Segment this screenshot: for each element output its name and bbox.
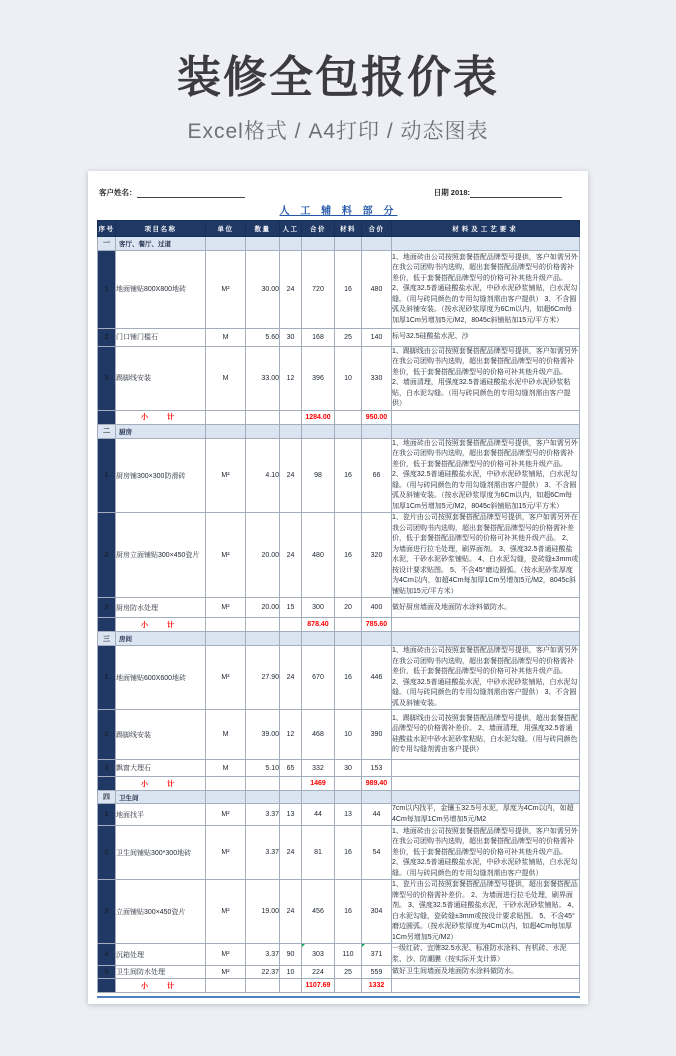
empty-cell <box>280 424 302 438</box>
item-name-cell: 厨房防水处理 <box>116 598 206 618</box>
empty-cell <box>206 236 246 250</box>
subtotal-no-cell <box>98 777 116 791</box>
subtotal-labor-value: 1284.00 <box>302 410 335 424</box>
row-no-cell: 1 <box>98 646 116 710</box>
material-price-cell: 25 <box>335 966 362 979</box>
section-name: 卫生间 <box>116 791 206 804</box>
material-total-cell: 320 <box>362 513 392 598</box>
subtotal-row <box>98 410 580 424</box>
item-name-cell: 地面铺贴800X800地砖 <box>116 250 206 328</box>
empty-cell <box>206 979 246 993</box>
empty-cell <box>280 618 302 632</box>
table-row <box>98 880 580 944</box>
section-index: 四 <box>98 791 116 804</box>
table-row <box>98 598 580 618</box>
requirements-cell <box>392 760 580 777</box>
table-row <box>98 826 580 880</box>
subtotal-labor-value: 1107.69 <box>302 979 335 993</box>
table-row <box>98 966 580 979</box>
item-name-cell: 卫生间铺贴300*300地砖 <box>116 826 206 880</box>
table-row <box>98 944 580 966</box>
requirements-cell: 7cm以内找平，金镶玉32.5号水泥，厚度为4Cm以内，如超4Cm每加厚1Cm另增加5元/M2 <box>392 804 580 826</box>
section-row <box>98 632 580 646</box>
unit-cell: M² <box>206 880 246 944</box>
labor-price-cell: 30 <box>280 328 302 346</box>
col-header-labor-total: 合价 <box>302 220 335 236</box>
qty-cell: 5.10 <box>246 760 280 777</box>
qty-cell: 19.00 <box>246 880 280 944</box>
table-row <box>98 760 580 777</box>
item-name-cell: 地面铺贴600X600地砖 <box>116 646 206 710</box>
unit-cell: M <box>206 328 246 346</box>
item-name-cell: 踢脚线安装 <box>116 346 206 410</box>
labor-total-cell: 332 <box>302 760 335 777</box>
labor-price-cell: 10 <box>280 966 302 979</box>
qty-cell: 3.37 <box>246 944 280 966</box>
date-label: 日期 2018: <box>433 187 470 197</box>
section-name: 房间 <box>116 632 206 646</box>
row-no-cell: 2 <box>98 826 116 880</box>
table-row <box>98 710 580 760</box>
col-header-material-total: 合价 <box>362 220 392 236</box>
empty-cell <box>246 632 280 646</box>
empty-cell <box>206 618 246 632</box>
labor-total-cell: 303 <box>302 944 335 966</box>
unit-cell: M <box>206 346 246 410</box>
col-header-requirements: 材料及工艺要求 <box>392 220 580 236</box>
material-total-cell: 44 <box>362 804 392 826</box>
date-line <box>470 190 562 198</box>
empty-cell <box>280 410 302 424</box>
row-no-cell: 3 <box>98 346 116 410</box>
requirements-cell: 1、地面砖由公司按照套餐搭配品牌型号提供，客户如需另外在我公司团购书内选购，超出套餐搭配品牌型号的价格需补差价，低于套餐搭配品牌型号的价格可补其他升级产品。 2、强度32.5普通硅酸盐水泥，中砂水泥砂浆铺贴，白水泥勾缝。（用与砖同颜色的专用勾缝剂需由客户提供） <box>392 826 580 880</box>
unit-cell: M² <box>206 826 246 880</box>
requirements-cell: 1、瓷片由公司按照套餐搭配品牌型号提供，客户如需另外在我公司团购书内选购，超出套餐搭配品牌型号的价格需补差价，低于套餐搭配品牌型号的价格可补其他升级产品。 2、为墙面进行拉毛处理，刷界面剂。 3、强度32.5普通硅酸盐水泥，干砂水泥砂浆铺贴。 4、白水泥勾缝，瓷砖缝±3mm或按设计要求贴图。 5、不含45°磨边圆弧。（按水泥砂浆厚度为4Cm以内，如超4Cm每加厚1Cm另增加5元/M2，8045c斜铺贴加15元/平方米） <box>392 513 580 598</box>
empty-cell <box>335 979 362 993</box>
empty-cell <box>362 236 392 250</box>
labor-total-cell: 456 <box>302 880 335 944</box>
empty-cell <box>280 632 302 646</box>
empty-cell <box>246 410 280 424</box>
labor-total-cell: 670 <box>302 646 335 710</box>
empty-cell <box>302 236 335 250</box>
unit-cell: M² <box>206 598 246 618</box>
row-no-cell: 1 <box>98 438 116 513</box>
subtotal-label: 小 计 <box>116 979 206 993</box>
subtotal-label: 小 计 <box>116 410 206 424</box>
requirements-cell: 1、踢脚线由公司按照套餐搭配品牌型号提供，超出套餐搭配品牌型号的价格需补差价。 2、墙面清理，用强度32.5普通硅酸盐水泥中砂水泥砂浆粘贴，白水泥勾缝。（用与砖同颜色的专用勾缝剂需由客户提供） <box>392 710 580 760</box>
qty-cell: 20.00 <box>246 598 280 618</box>
labor-price-cell: 90 <box>280 944 302 966</box>
requirements-cell: 1、踢脚线由公司按照套餐搭配品牌型号提供，客户如需另外在我公司团购书内选购，超出套餐搭配品牌型号的价格需补差价，低于套餐搭配品牌型号的价格可补其他升级产品。 2、墙面清理，用强度32.5普通硅酸盐水泥中砂水泥砂浆粘贴，白水泥勾缝。（用与砖同颜色的专用勾缝剂需由客户提供） <box>392 346 580 410</box>
empty-cell <box>246 777 280 791</box>
table-header-row <box>98 220 580 236</box>
qty-cell: 30.00 <box>246 250 280 328</box>
empty-cell <box>246 424 280 438</box>
page-title: 装修全包报价表 <box>177 53 499 102</box>
material-price-cell: 25 <box>335 328 362 346</box>
qty-cell: 20.00 <box>246 513 280 598</box>
date-field <box>434 187 562 198</box>
labor-total-cell: 81 <box>302 826 335 880</box>
material-price-cell: 16 <box>335 646 362 710</box>
material-total-cell: 446 <box>362 646 392 710</box>
qty-cell: 22.37 <box>246 966 280 979</box>
empty-cell <box>392 777 580 791</box>
qty-cell: 39.00 <box>246 710 280 760</box>
material-total-cell: 559 <box>362 966 392 979</box>
customer-name-label: 客户姓名： <box>99 187 137 197</box>
col-header-material: 材料 <box>335 220 362 236</box>
item-name-cell: 门口铺门槛石 <box>116 328 206 346</box>
labor-total-cell: 44 <box>302 804 335 826</box>
unit-cell: M² <box>206 966 246 979</box>
requirements-cell: 做好卫生间墙面及地面防水涂料做防水。 <box>392 966 580 979</box>
material-total-cell: 54 <box>362 826 392 880</box>
material-total-cell: 153 <box>362 760 392 777</box>
labor-total-cell: 224 <box>302 966 335 979</box>
unit-cell: M² <box>206 804 246 826</box>
table-row <box>98 250 580 328</box>
empty-cell <box>392 791 580 804</box>
material-price-cell: 16 <box>335 250 362 328</box>
row-no-cell: 2 <box>98 710 116 760</box>
item-name-cell: 厨房立面铺贴300×450瓷片 <box>116 513 206 598</box>
requirements-cell: 标号32.5硅酸盐水泥、沙 <box>392 328 580 346</box>
material-price-cell: 13 <box>335 804 362 826</box>
material-price-cell: 10 <box>335 710 362 760</box>
unit-cell: M² <box>206 438 246 513</box>
section-row <box>98 791 580 804</box>
empty-cell <box>392 618 580 632</box>
section-name: 客厅、餐厅、过道 <box>116 236 206 250</box>
empty-cell <box>335 618 362 632</box>
item-name-cell: 踢脚线安装 <box>116 710 206 760</box>
item-name-cell: 卫生间防水处理 <box>116 966 206 979</box>
qty-cell: 3.37 <box>246 804 280 826</box>
labor-total-cell: 168 <box>302 328 335 346</box>
empty-cell <box>302 791 335 804</box>
empty-cell <box>392 410 580 424</box>
labor-price-cell: 24 <box>280 250 302 328</box>
labor-price-cell: 15 <box>280 598 302 618</box>
empty-cell <box>280 791 302 804</box>
table-row <box>98 646 580 710</box>
material-total-cell: 304 <box>362 880 392 944</box>
empty-cell <box>246 236 280 250</box>
section-name: 厨房 <box>116 424 206 438</box>
subtotal-row <box>98 777 580 791</box>
empty-cell <box>335 424 362 438</box>
empty-cell <box>280 979 302 993</box>
table-row <box>98 804 580 826</box>
labor-total-cell: 468 <box>302 710 335 760</box>
material-total-cell: 140 <box>362 328 392 346</box>
item-name-cell: 沉箱处理 <box>116 944 206 966</box>
spreadsheet-card <box>88 171 588 1005</box>
material-total-cell: 480 <box>362 250 392 328</box>
table-row <box>98 328 580 346</box>
qty-cell: 3.37 <box>246 826 280 880</box>
row-no-cell: 3 <box>98 598 116 618</box>
empty-cell <box>280 777 302 791</box>
subtotal-material-value: 1332 <box>362 979 392 993</box>
customer-name-field <box>99 187 245 198</box>
quotation-table <box>97 220 580 994</box>
unit-cell: M² <box>206 513 246 598</box>
row-no-cell: 2 <box>98 513 116 598</box>
material-total-cell: 390 <box>362 710 392 760</box>
empty-cell <box>246 618 280 632</box>
labor-price-cell: 24 <box>280 880 302 944</box>
part-title: 人 工 辅 料 部 分 <box>279 205 398 217</box>
col-header-labor: 人工 <box>280 220 302 236</box>
empty-cell <box>362 632 392 646</box>
page-subtitle: Excel格式 / A4打印 / 动态图表 <box>187 119 489 143</box>
qty-cell: 5.60 <box>246 328 280 346</box>
section-row <box>98 236 580 250</box>
material-price-cell: 110 <box>335 944 362 966</box>
material-price-cell: 20 <box>335 598 362 618</box>
unit-cell: M <box>206 710 246 760</box>
empty-cell <box>335 777 362 791</box>
empty-cell <box>246 791 280 804</box>
row-no-cell: 1 <box>98 250 116 328</box>
subtotal-labor-value: 878.40 <box>302 618 335 632</box>
empty-cell <box>335 236 362 250</box>
requirements-cell: 一级红砖、宜牌32.5水泥、标准防水涂料、有机砖、水泥浆、沙、防潮膜（按实际开支计算） <box>392 944 580 966</box>
material-total-cell: 400 <box>362 598 392 618</box>
qty-cell: 27.90 <box>246 646 280 710</box>
material-price-cell: 16 <box>335 513 362 598</box>
labor-total-cell: 720 <box>302 250 335 328</box>
material-price-cell: 16 <box>335 438 362 513</box>
sheet-info-strip <box>97 181 580 203</box>
row-no-cell: 3 <box>98 880 116 944</box>
empty-cell <box>280 236 302 250</box>
qty-cell: 4.10 <box>246 438 280 513</box>
row-no-cell: 5 <box>98 966 116 979</box>
unit-cell: M² <box>206 944 246 966</box>
subtotal-labor-value: 1469 <box>302 777 335 791</box>
customer-name-line <box>137 190 245 198</box>
table-row <box>98 438 580 513</box>
section-index: 三 <box>98 632 116 646</box>
requirements-cell: 1、地面砖由公司按照套餐搭配品牌型号提供，客户如需另外在我公司团购书内选购，超出套餐搭配品牌型号的价格需补差价，低于套餐搭配品牌型号的价格可补其他升级产品。 2、强度32.5普通硅酸盐水泥，中砂水泥砂浆铺贴，白水泥勾缝。（用与砖同颜色的专用勾缝剂需由客户提供） 3、不含圆弧及斜铺安装。（按水泥砂浆厚度为6Cm以内，如超6Cm每加厚1Cm另增加5元/M2，8045c斜铺贴加15元/平方米） <box>392 250 580 328</box>
subtotal-label: 小 计 <box>116 777 206 791</box>
hero-banner <box>0 0 676 145</box>
table-row <box>98 513 580 598</box>
labor-total-cell: 98 <box>302 438 335 513</box>
labor-price-cell: 24 <box>280 438 302 513</box>
empty-cell <box>335 632 362 646</box>
item-name-cell: 地面找平 <box>116 804 206 826</box>
empty-cell <box>206 424 246 438</box>
empty-cell <box>392 236 580 250</box>
subtotal-no-cell <box>98 618 116 632</box>
unit-cell: M² <box>206 250 246 328</box>
empty-cell <box>206 632 246 646</box>
empty-cell <box>392 424 580 438</box>
col-header-unit: 单位 <box>206 220 246 236</box>
labor-price-cell: 24 <box>280 646 302 710</box>
item-name-cell: 立面铺贴300×450瓷片 <box>116 880 206 944</box>
unit-cell: M² <box>206 646 246 710</box>
material-total-cell: 371 <box>362 944 392 966</box>
empty-cell <box>206 410 246 424</box>
empty-cell <box>392 979 580 993</box>
empty-cell <box>392 632 580 646</box>
empty-cell <box>246 979 280 993</box>
row-no-cell: 3 <box>98 760 116 777</box>
labor-total-cell: 396 <box>302 346 335 410</box>
material-price-cell: 16 <box>335 880 362 944</box>
item-name-cell: 厨房铺300×300防滑砖 <box>116 438 206 513</box>
qty-cell: 33.00 <box>246 346 280 410</box>
labor-price-cell: 13 <box>280 804 302 826</box>
labor-price-cell: 12 <box>280 346 302 410</box>
empty-cell <box>362 791 392 804</box>
empty-cell <box>335 791 362 804</box>
section-index: 二 <box>98 424 116 438</box>
empty-cell <box>206 777 246 791</box>
row-no-cell: 2 <box>98 328 116 346</box>
material-price-cell: 10 <box>335 346 362 410</box>
subtotal-no-cell <box>98 410 116 424</box>
empty-cell <box>302 632 335 646</box>
labor-price-cell: 24 <box>280 513 302 598</box>
labor-total-cell: 480 <box>302 513 335 598</box>
subtotal-material-value: 950.00 <box>362 410 392 424</box>
empty-cell <box>362 424 392 438</box>
material-total-cell: 66 <box>362 438 392 513</box>
requirements-cell: 做好厨房墙面及地面防水涂料做防水。 <box>392 598 580 618</box>
empty-cell <box>206 791 246 804</box>
table-row <box>98 346 580 410</box>
empty-cell <box>335 410 362 424</box>
subtotal-material-value: 989.40 <box>362 777 392 791</box>
item-name-cell: 飘窗大理石 <box>116 760 206 777</box>
section-row <box>98 424 580 438</box>
labor-price-cell: 65 <box>280 760 302 777</box>
col-header-qty: 数量 <box>246 220 280 236</box>
labor-total-cell: 300 <box>302 598 335 618</box>
subtotal-row <box>98 979 580 993</box>
material-total-cell: 330 <box>362 346 392 410</box>
subtotal-material-value: 785.60 <box>362 618 392 632</box>
col-header-no: 序号 <box>98 220 116 236</box>
col-header-item: 项目名称 <box>116 220 206 236</box>
row-no-cell: 4 <box>98 944 116 966</box>
requirements-cell: 1、地面砖由公司按照套餐搭配品牌型号提供，客户如需另外在我公司团购书内选购，超出套餐搭配品牌型号的价格需补差价，低于套餐搭配品牌型号的价格可补其他升级产品。 2、强度32.5普通硅酸盐水泥，中砂水泥砂浆铺贴，白水泥勾缝。（用与砖同颜色的专用勾缝剂需由客户提供） 3、不含圆弧及斜铺安装。 <box>392 646 580 710</box>
subtotal-label: 小 计 <box>116 618 206 632</box>
subtotal-no-cell <box>98 979 116 993</box>
row-no-cell: 1 <box>98 804 116 826</box>
requirements-cell: 1、地面砖由公司按照套餐搭配品牌型号提供，客户如需另外在我公司团购书内选购，超出套餐搭配品牌型号的价格需补差价，低于套餐搭配品牌型号的价格可补其他升级产品。 2、强度32.5普通硅酸盐水泥，中砂水泥砂浆铺贴，白水泥勾缝。（用与砖同颜色的专用勾缝剂需由客户提供） 3、不含圆弧及斜铺安装。（按水泥砂浆厚度为6Cm以内，如超6Cm每加厚1Cm另增加5元/M2，8045c斜铺贴加15元/平方米） <box>392 438 580 513</box>
section-index: 一 <box>98 236 116 250</box>
subtotal-row <box>98 618 580 632</box>
unit-cell: M <box>206 760 246 777</box>
empty-cell <box>302 424 335 438</box>
requirements-cell: 1、瓷片由公司按照套餐搭配品牌型号提供，超出套餐搭配品牌型号的价格需补差价。 2、为墙面进行拉毛处理，刷界面剂。 3、强度32.5普通硅酸盐水泥，干砂水泥砂浆铺贴。 4、白水泥勾缝，瓷砖缝±3mm或按设计要求贴图。 5、不含45°磨边圆弧。（按水泥砂浆厚度为4Cm以内，如超4Cm每加厚1Cm另增加5元/M2） <box>392 880 580 944</box>
material-price-cell: 16 <box>335 826 362 880</box>
material-price-cell: 30 <box>335 760 362 777</box>
print-area-divider <box>97 996 580 998</box>
labor-price-cell: 12 <box>280 710 302 760</box>
labor-price-cell: 24 <box>280 826 302 880</box>
